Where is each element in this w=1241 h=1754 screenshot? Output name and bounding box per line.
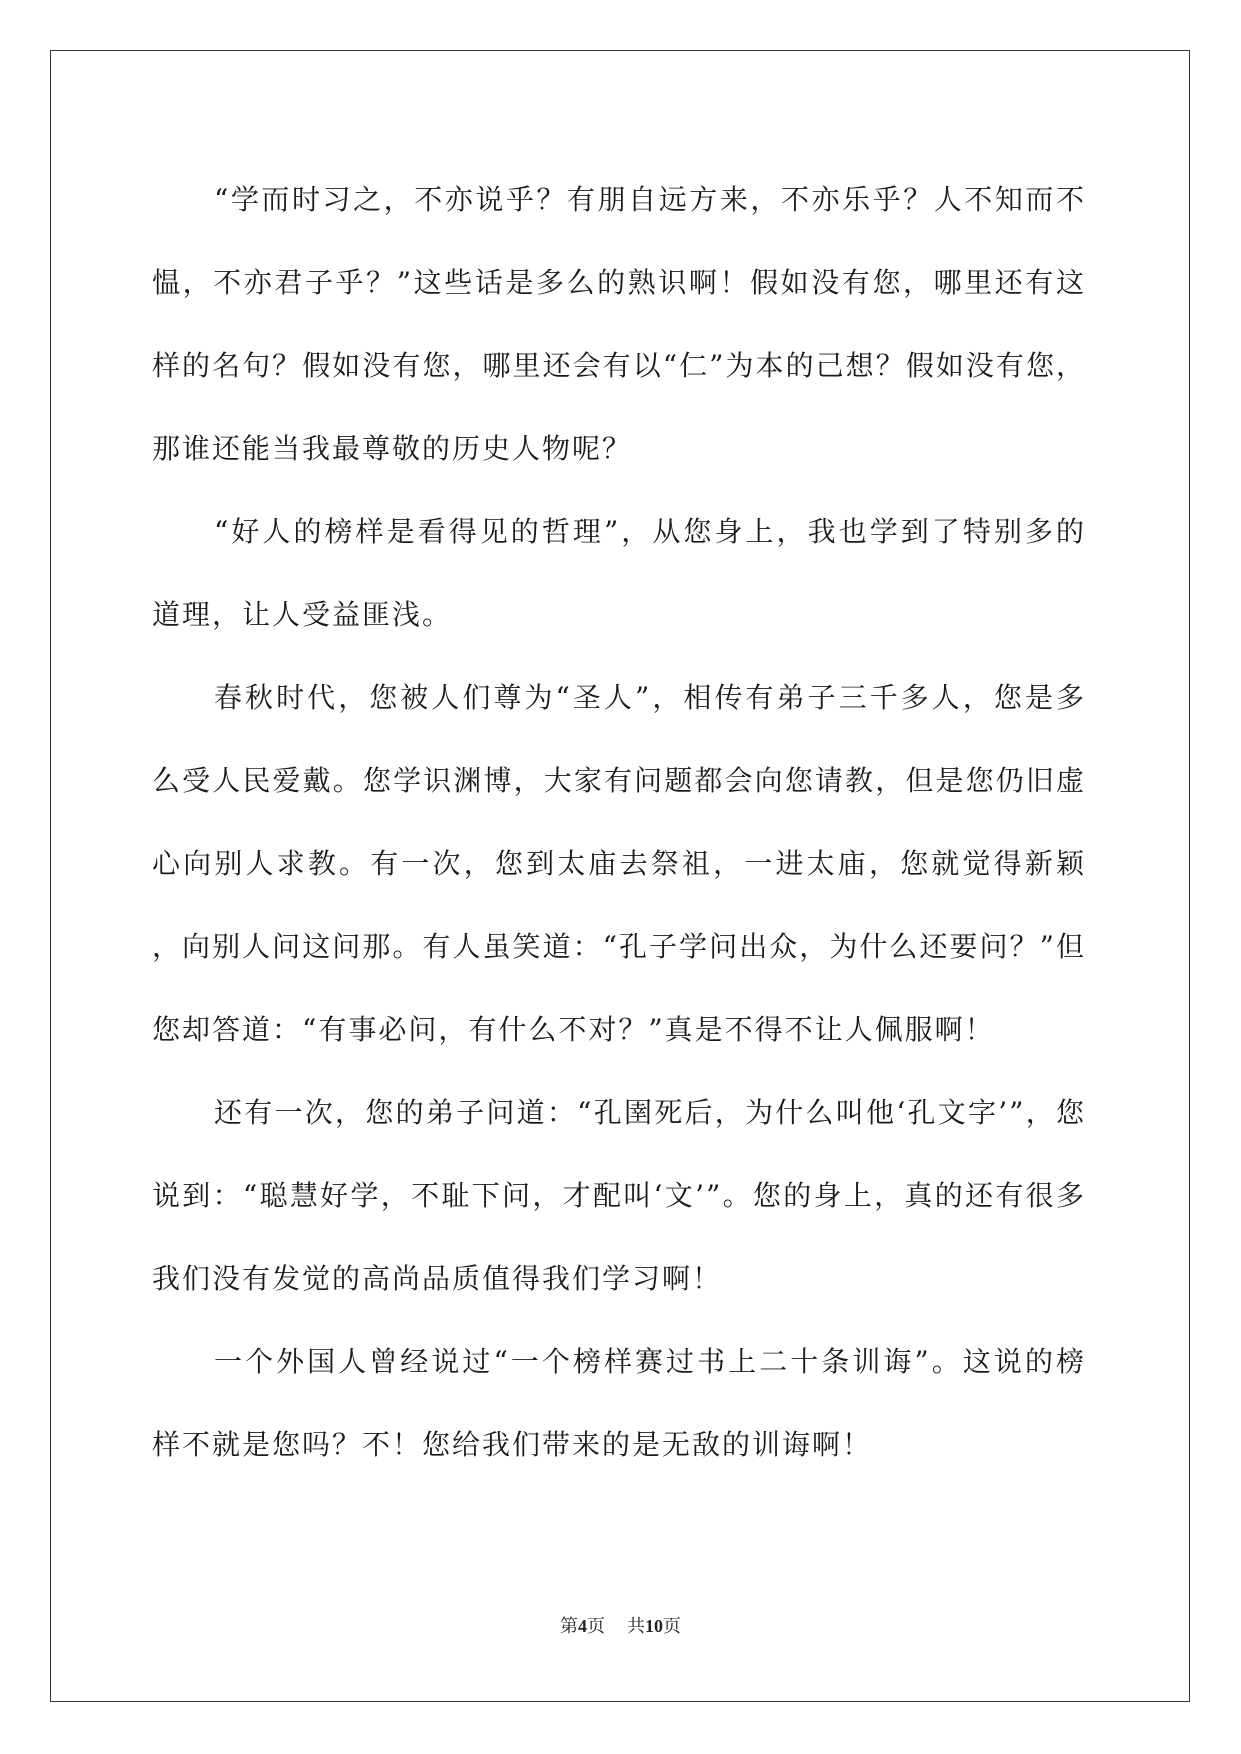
document-body xyxy=(152,158,1086,1486)
total-pages: 10 xyxy=(645,1616,663,1636)
page-number: 4 xyxy=(578,1616,587,1636)
paragraph-1: “学而时习之，不亦说乎？有朋自远方来，不亦乐乎？人不知而不愠，不亦君子乎？”这些话是多么的熟识啊！假如没有您，哪里还有这样的名句？假如没有您，哪里还会有以“仁”为本的己想？假如没有您，那谁还能当我最尊敬的历史人物呢？ xyxy=(152,183,1086,465)
page-suffix: 页 xyxy=(587,1616,605,1637)
page-footer xyxy=(0,1614,1241,1639)
paragraph-2: “好人的榜样是看得见的哲理”，从您身上，我也学到了特别多的道理，让人受益匪浅。 xyxy=(152,515,1086,631)
paragraph-5: 一个外国人曾经说过“一个榜样赛过书上二十条训诲”。这说的榜样不就是您吗？不！您给我们带来的是无敌的训诲啊！ xyxy=(152,1345,1086,1461)
page-prefix: 第 xyxy=(560,1616,578,1637)
paragraph-3: 春秋时代，您被人们尊为“圣人”，相传有弟子三千多人，您是多么受人民爱戴。您学识渊博，大家有问题都会向您请教，但是您仍旧虚心向别人求教。有一次，您到太庙去祭祖，一进太庙，您就觉得新颖 ，向别人问这问那。有人虽笑道：“孔子学问出众，为什么还要问？”但您却答道：“有事必问，有什么不对？”真是不得不让人佩服啊！ xyxy=(152,681,1086,1046)
total-prefix: 共 xyxy=(627,1616,645,1637)
paragraph-4: 还有一次，您的弟子问道：“孔圉死后，为什么叫他‘孔文字’”，您说到：“聪慧好学，不耻下问，才配叫‘文’”。您的身上，真的还有很多我们没有发觉的高尚品质值得我们学习啊！ xyxy=(152,1096,1086,1295)
total-suffix: 页 xyxy=(663,1616,681,1637)
